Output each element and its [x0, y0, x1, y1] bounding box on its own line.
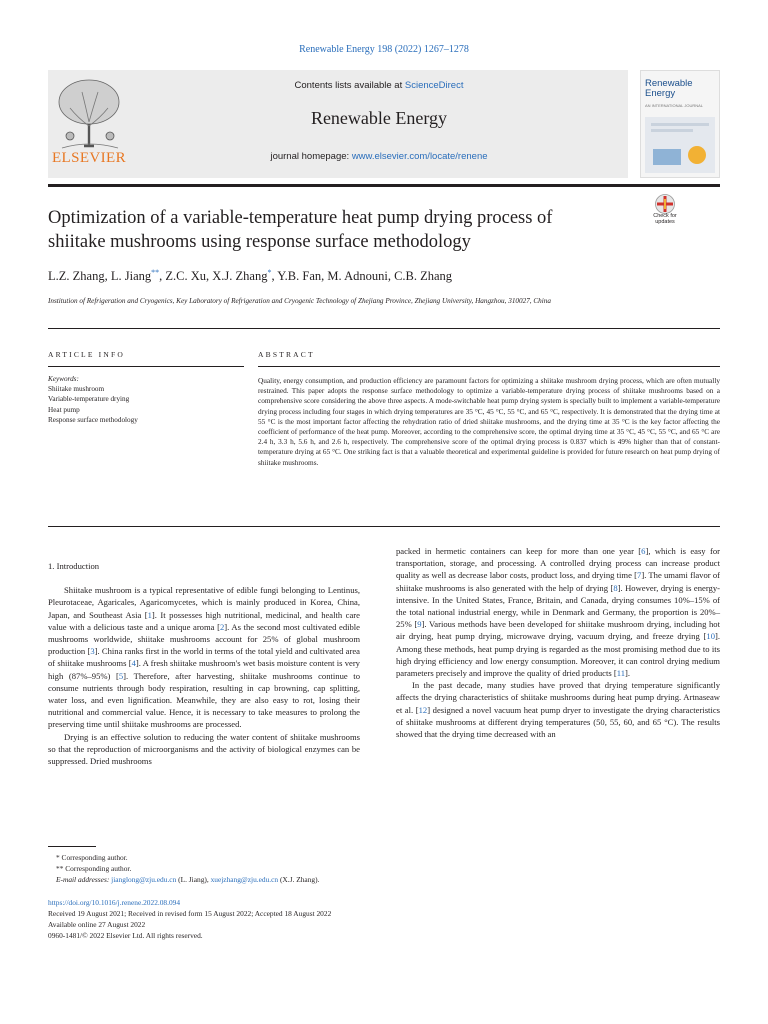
- keyword: Response surface methodology: [48, 415, 138, 424]
- citation-link[interactable]: 8: [613, 582, 618, 593]
- author[interactable]: X.J. Zhang: [212, 269, 268, 284]
- journal-homepage-link[interactable]: www.elsevier.com/locate/renene: [351, 151, 488, 162]
- abstract-heading: ABSTRACT: [258, 350, 315, 359]
- doi-link[interactable]: https://doi.org/10.1016/j.renene.2022.08.094: [48, 898, 181, 907]
- footnote-corresponding-1: * Corresponding author.: [56, 853, 128, 862]
- received-dates: Received 19 August 2021; Received in revised form 15 August 2022; Accepted 18 August 2022: [48, 909, 332, 918]
- author[interactable]: Y.B. Fan: [277, 269, 322, 284]
- author[interactable]: L. Jiang: [110, 269, 152, 284]
- article-info-heading: ARTICLE INFO: [48, 350, 125, 359]
- author-affiliation: Institution of Refrigeration and Cryogenics, Key Laboratory of Refrigeration and Cryogenic Technology of Zhejiang Province, Zhejiang University, Hangzhou, 310027, China: [48, 297, 551, 305]
- cover-artwork: [645, 117, 715, 173]
- check-for-updates-label: Check for updates: [653, 213, 677, 225]
- email-link[interactable]: jianglong@zju.edu.cn: [111, 875, 177, 884]
- sciencedirect-link[interactable]: ScienceDirect: [404, 80, 464, 91]
- abstract-text: Quality, energy consumption, and production efficiency are paramount factors for optimizing a shiitake mushroom drying process, which are often mutually restrained. This paper adopts the response surface methodology to optimize a variable-temperature drying process of shiitake mushrooms based on a comprehensive score considering the above three aspects. A mode-switchable heat pump drying system is specially built to implement a variable-temperature drying process including four stages in which drying temperatures are 35 °C, 45 °C, 55 °C, and 65 °C, respectively. It is demonstrated that the drying time at 55 °C is the most important factor affecting the rehydration ratio of dried shiitake mushrooms, and the drying time at 35 °C is the key factor affecting the coefficient of performance of the heat pump. Moreover, according to the comprehensive score, the optimal drying time at 35 °C, 45 °C, 55 °C, and 65 °C are 2.4 h, 3.3 h, 5.6 h, and 2.6 h, respectively. The comprehensive score of the optimal drying process is 0.837 which is 49% higher than that of constant-temperature drying at 65 °C. One striking fact is that a valuable theoretical and experimental guideline is provided for future research on heat pump drying of shiitake mushrooms.: [258, 376, 720, 467]
- keywords-label: Keywords:: [48, 375, 79, 383]
- email-owner: (L. Jiang),: [176, 875, 211, 884]
- author[interactable]: L.Z. Zhang: [48, 269, 105, 284]
- journal-cover-thumbnail[interactable]: [640, 70, 720, 178]
- keywords-block: [48, 374, 244, 425]
- author[interactable]: M. Adnouni: [327, 269, 388, 284]
- email-label: E-mail addresses:: [56, 875, 110, 884]
- email-owner: (X.J. Zhang).: [278, 875, 320, 884]
- right-paragraphs: [396, 545, 720, 740]
- header-divider: [48, 184, 720, 187]
- corresponding-mark[interactable]: **: [151, 268, 160, 277]
- available-online: Available online 27 August 2022: [48, 920, 146, 929]
- citation-link[interactable]: 5: [118, 670, 124, 681]
- author[interactable]: Z.C. Xu: [165, 269, 206, 284]
- author[interactable]: C.B. Zhang: [394, 269, 453, 284]
- contents-availability-line: [130, 80, 628, 91]
- journal-homepage-line: [130, 151, 628, 162]
- body-paragraph: Shiitake mushroom is a typical representative of edible fungi belonging to Lentinus, Pleurotaceae, Agaricales, Agaricomycetes, which is mainly produced in Korea, China, Japan, and Southeast Asia [1]. It possesses high nutritional, medicinal, and health care value with a delicious taste and a unique aroma [2]. As the second most cultivated edible mushrooms worldwide, shiitake mushrooms account for 25% of global mushroom production [3]. China ranks first in the world in terms of the total yield and cultivated area of shiitake mushrooms [4]. A fresh shiitake mushroom's wet basis moisture content is very high (87%–95%) [5]. Therefore, after harvesting, shiitake mushrooms continue to consume nutrients through body respiration, resulting in cap browning, cap splitting, water loss, and even lignification. Meanwhile, they are also easy to rot, losing their nutritional and commercial value. Hence, it is necessary to take measures to prolong the preserving time until shiitake mushrooms are processed.: [48, 585, 360, 730]
- journal-name: Renewable Energy: [310, 108, 448, 128]
- journal-reference-link[interactable]: Renewable Energy 198 (2022) 1267–1278: [299, 44, 469, 55]
- section-heading-introduction: 1. Introduction: [48, 561, 100, 571]
- homepage-prefix: journal homepage:: [270, 151, 352, 162]
- contents-prefix: Contents lists available at: [294, 80, 405, 91]
- footnote-corresponding-2: ** Corresponding author.: [56, 864, 132, 873]
- elsevier-wordmark: ELSEVIER: [51, 150, 127, 166]
- left-paragraphs: [48, 584, 360, 767]
- footnotes: [48, 852, 720, 885]
- body-paragraph: In the past decade, many studies have proved that drying temperature significantly affects the drying characteristics of shiitake mushrooms during heat pump drying. Artnaseaw et al. [12] designed a novel vacuum heat pump dryer to investigate the drying characteristics of shiitake mushrooms at different drying temperatures (50, 55, 60, and 65 °C). The results showed that the drying time decreased with an: [396, 680, 720, 740]
- abstract-rule: [258, 366, 720, 367]
- body-paragraph: packed in hermetic containers can keep for more than one year [6], which is easy for transportation, storage, and processing. A controlled drying process can increase product quality as well as decrease labor costs, product loss, and drying time [7]. The umami flavor of shiitake mushrooms is also generated with the help of drying [8]. However, drying is energy-intensive. In the United States, France, Britain, and Canada, drying consumes 10%–15% of the total national industrial energy, while in Denmark and Germany, the proportion is 20%–25% [9]. Various methods have been developed for shiitake mushroom drying, including hot air drying, heat pump drying, microwave drying, vacuum drying, and freeze drying [10]. Among these methods, heat pump drying is regarded as the most promising method due to its high drying efficiency and low energy consumption. Moreover, it can control drying medium parameters precisely and improve the quality of dried products [11].: [396, 546, 720, 679]
- keyword: Shiitake mushroom: [48, 385, 105, 394]
- citation-link[interactable]: 12: [418, 704, 428, 715]
- metadata-divider: [48, 328, 720, 329]
- cover-subtitle: AN INTERNATIONAL JOURNAL: [645, 103, 704, 108]
- abstract-bottom-rule: [48, 526, 720, 527]
- body-column-right: [396, 545, 720, 740]
- citation-link[interactable]: 10: [706, 631, 715, 642]
- citation-link[interactable]: 1: [147, 609, 152, 620]
- corresponding-mark[interactable]: *: [267, 268, 272, 277]
- keyword: Heat pump: [48, 405, 80, 414]
- publication-info: [48, 897, 720, 941]
- cover-title: Renewable Energy: [645, 78, 693, 99]
- footnote-rule: [48, 846, 96, 847]
- citation-link[interactable]: 9: [417, 619, 422, 630]
- article-title: Optimization of a variable-temperature heat pump drying process of shiitake mushrooms using response surface methodology: [48, 208, 553, 252]
- email-link[interactable]: xuejzhang@zju.edu.cn: [210, 875, 279, 884]
- citation-link[interactable]: 6: [641, 546, 646, 556]
- copyright: 0960-1481/© 2022 Elsevier Ltd. All rights reserved.: [48, 931, 203, 940]
- citation-link[interactable]: 4: [131, 658, 136, 669]
- citation-link[interactable]: 11: [616, 668, 626, 679]
- keyword: Variable-temperature drying: [48, 395, 130, 404]
- citation-link[interactable]: 3: [90, 646, 95, 657]
- body-paragraph: Drying is an effective solution to reducing the water content of shiitake mushrooms so that the reproduction of microorganisms and the activity of biological enzymes can be suppressed. Dried mushrooms: [48, 731, 360, 767]
- citation-link[interactable]: 2: [219, 621, 225, 632]
- body-column-left: [48, 560, 360, 767]
- author-list: L.Z. Zhang, L. Jiang**, Z.C. Xu, X.J. Zhang*, Y.B. Fan, M. Adnouni, C.B. Zhang: [48, 268, 453, 284]
- article-info-rule: [48, 366, 244, 367]
- citation-link[interactable]: 7: [637, 570, 642, 581]
